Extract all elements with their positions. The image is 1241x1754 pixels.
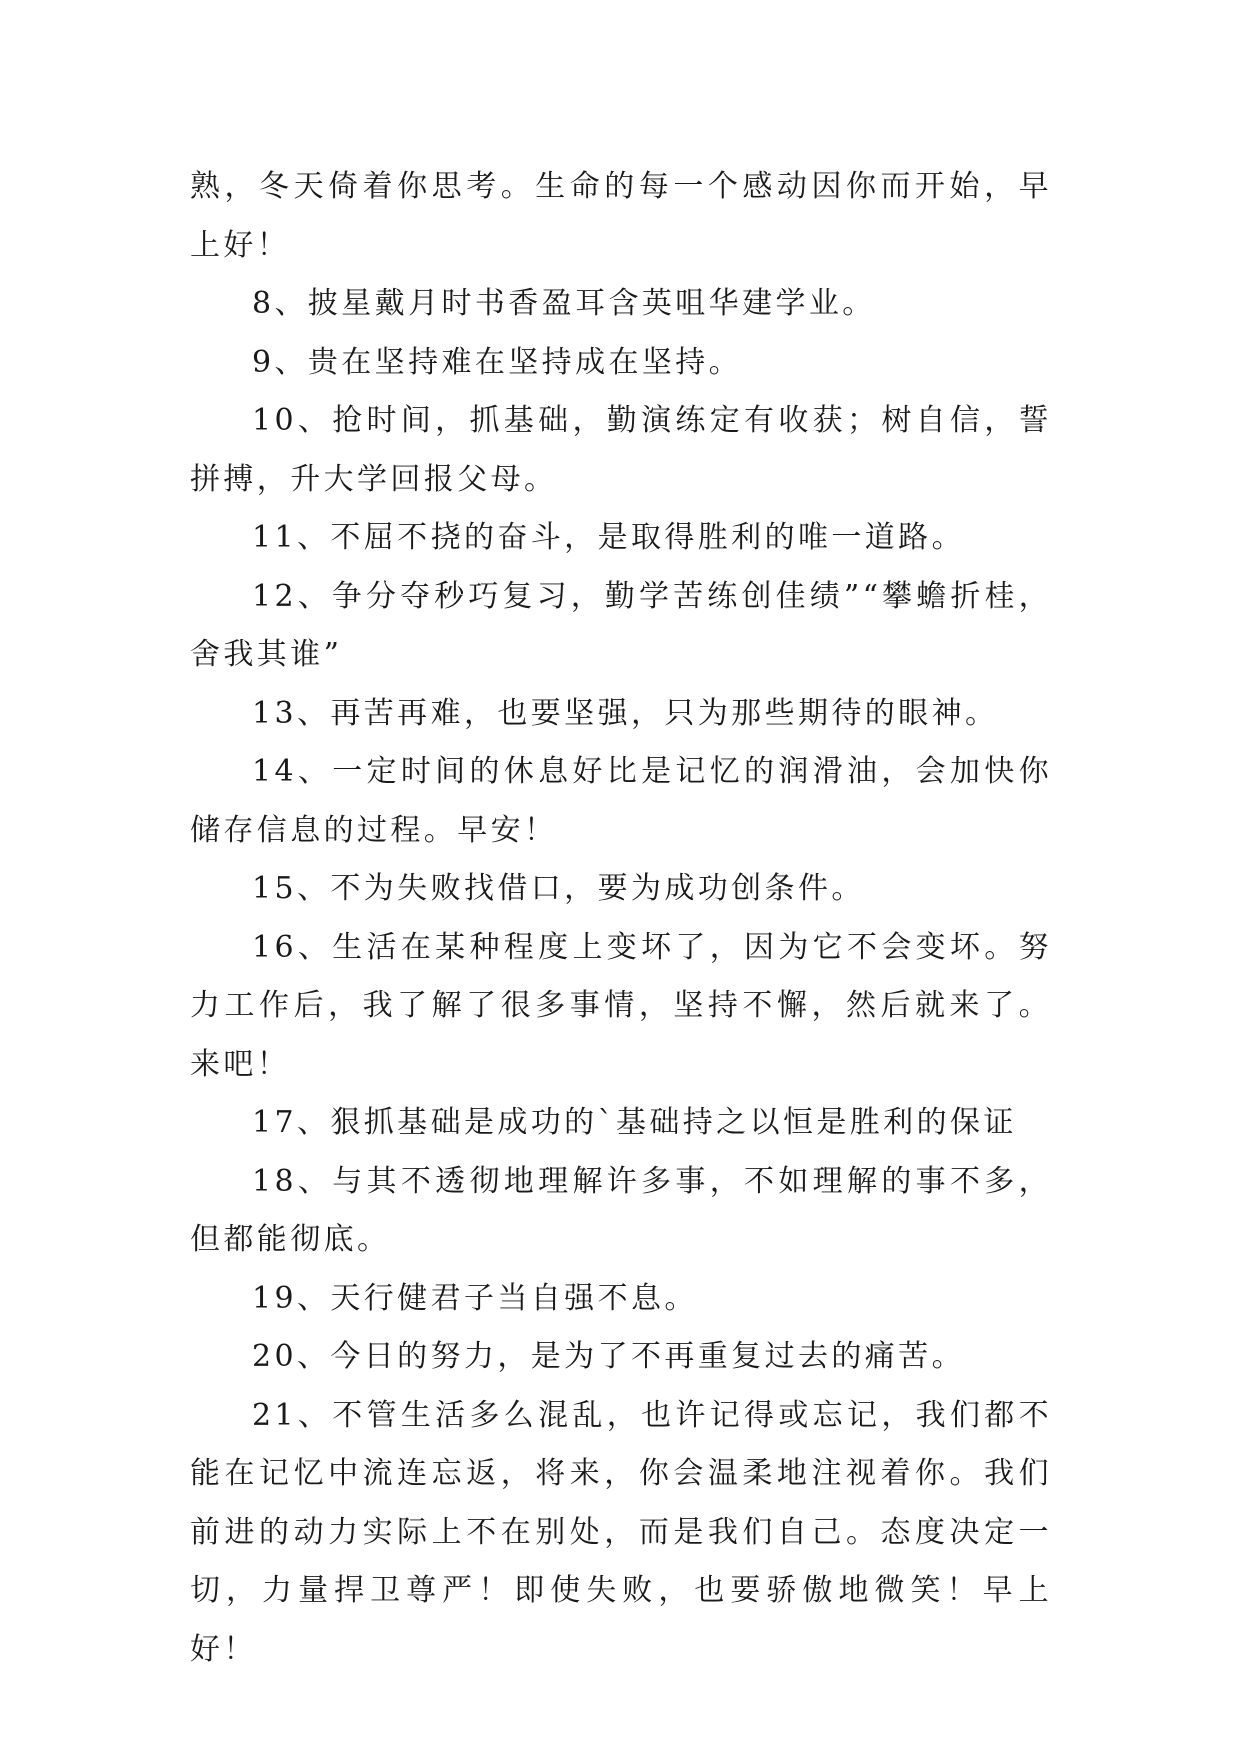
paragraph-item-16: 16、生活在某种程度上变坏了，因为它不会变坏。努力工作后，我了解了很多事情，坚持不懈，然后就来了。来吧！ — [190, 929, 1052, 1082]
paragraph-item-13: 13、再苦再难，也要坚强，只为那些期待的眼神。 — [252, 695, 999, 731]
paragraph-item-9: 9、贵在坚持难在坚持成在坚持。 — [252, 344, 743, 380]
document-body — [190, 158, 1052, 1679]
paragraph-item-20: 20、今日的努力，是为了不再重复过去的痛苦。 — [252, 1339, 965, 1374]
paragraph-item-17: 17、狠抓基础是成功的`基础持之以恒是胜利的保证 — [252, 1105, 1017, 1140]
paragraph-item-19: 19、天行健君子当自强不息。 — [252, 1280, 698, 1316]
paragraph-item-11: 11、不屈不挠的奋斗，是取得胜利的唯一道路。 — [252, 520, 965, 555]
paragraph-item-10: 10、抢时间，抓基础，勤演练定有收获；树自信，誓拼搏，升大学回报父母。 — [190, 403, 1052, 497]
paragraph-item-8: 8、披星戴月时书香盈耳含英咀华建学业。 — [252, 286, 876, 321]
paragraph-item-14: 14、一定时间的休息好比是记忆的润滑油，会加快你储存信息的过程。早安！ — [190, 754, 1052, 848]
paragraph-item-21: 21、不管生活多么混乱，也许记得或忘记，我们都不能在记忆中流连忘返，将来，你会温柔地注视着你。我们前进的动力实际上不在别处，而是我们自己。态度决定一切，力量捍卫尊严！即使失败，也要骄傲地微笑！早上好！ — [190, 1397, 1052, 1667]
paragraph-item-12: 12、争分夺秒巧复习，勤学苦练创佳绩”“攀蟾折桂，舍我其谁” — [190, 578, 1052, 672]
paragraph-item-18: 18、与其不透彻地理解许多事，不如理解的事不多，但都能彻底。 — [190, 1163, 1052, 1257]
paragraph-continuation: 熟，冬天倚着你思考。生命的每一个感动因你而开始，早上好！ — [190, 169, 1052, 263]
paragraph-item-15: 15、不为失败找借口，要为成功创条件。 — [252, 871, 865, 906]
